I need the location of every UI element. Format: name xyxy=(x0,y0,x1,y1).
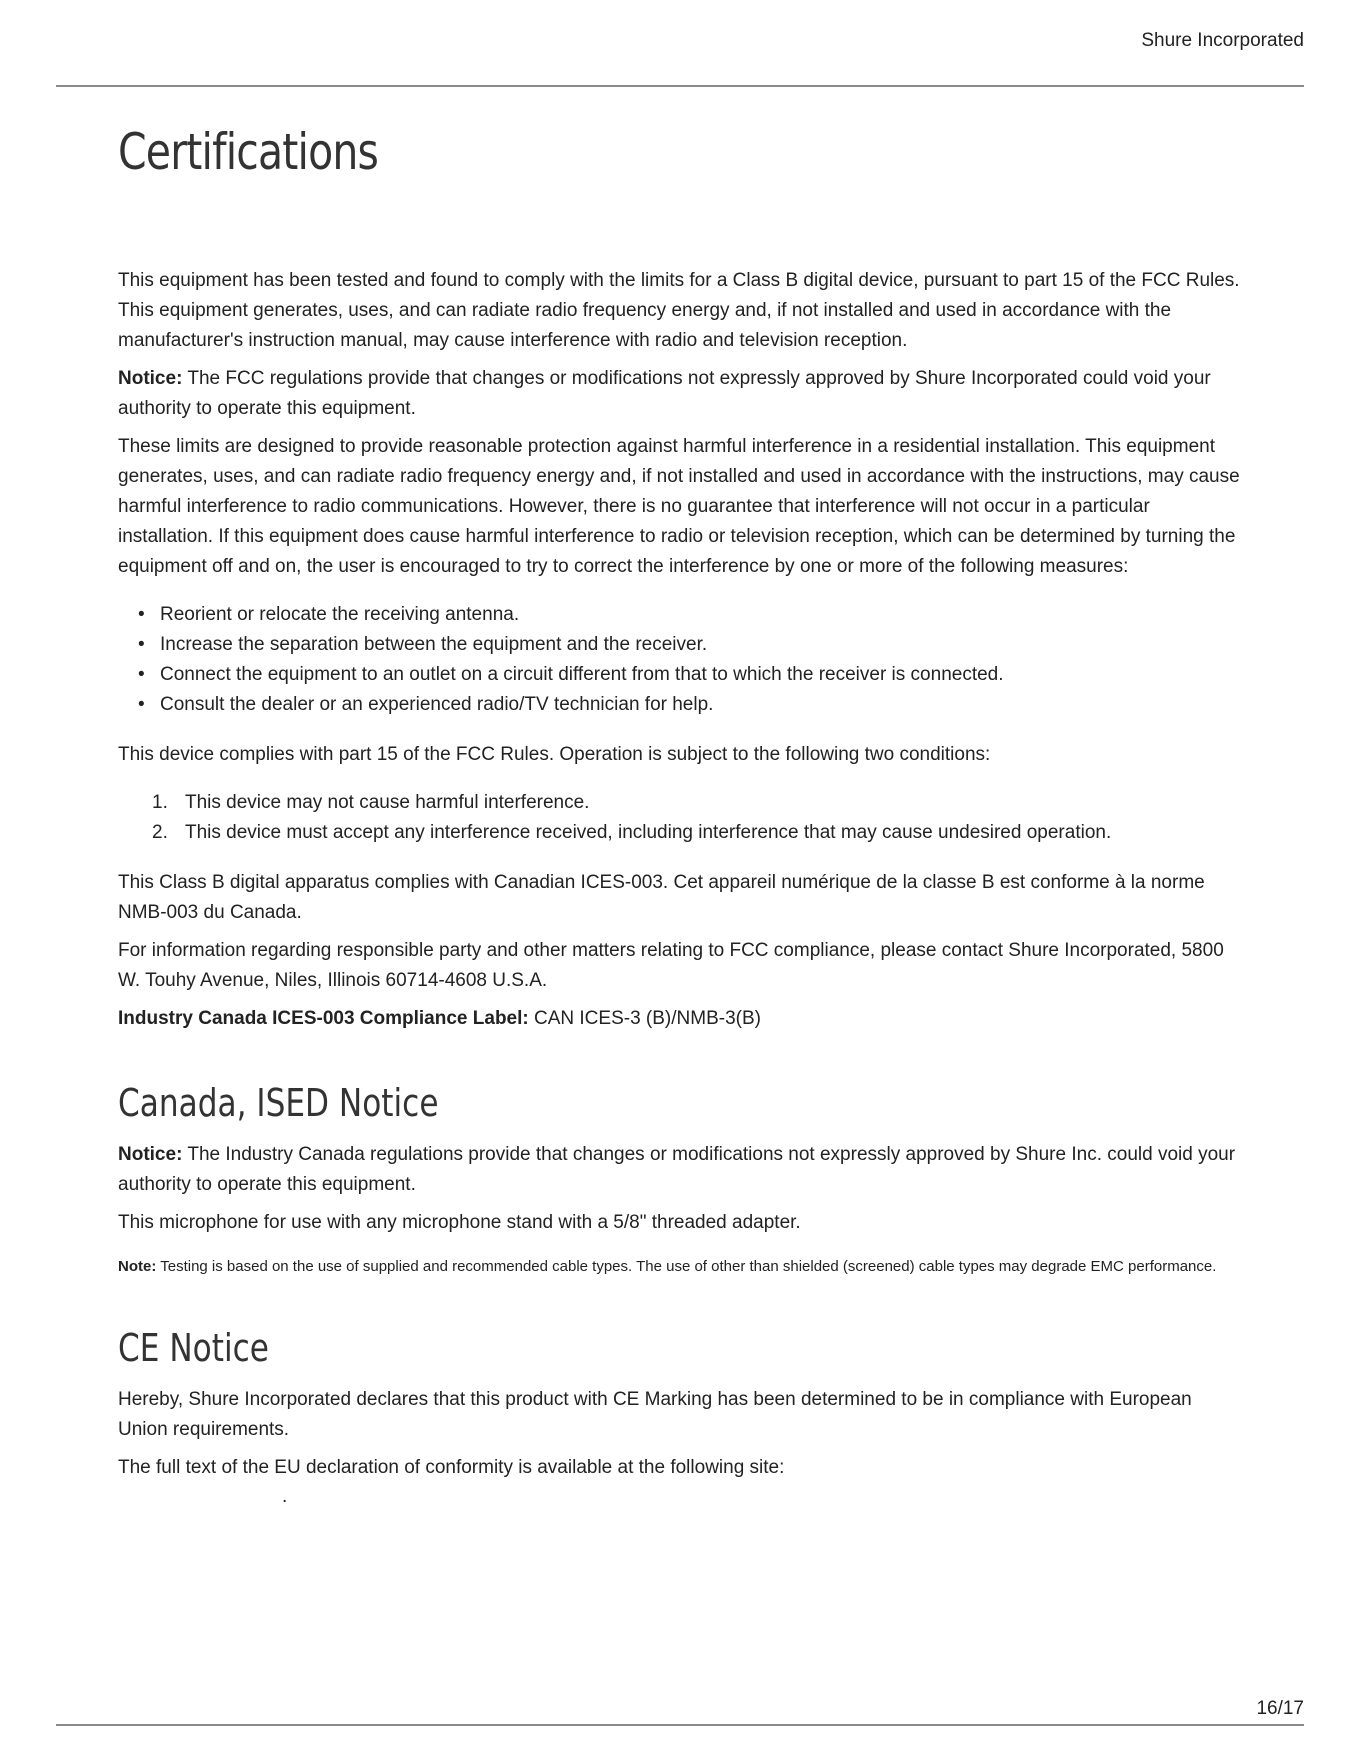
section-title-ce: CE Notice xyxy=(118,1326,269,1370)
footer-rule xyxy=(56,1724,1304,1726)
emc-note xyxy=(118,1254,1242,1279)
list-item xyxy=(118,788,1242,818)
note-label: Note: xyxy=(118,1258,157,1275)
compliance-label-value: CAN ICES-3 (B)/NMB-3(B) xyxy=(528,1008,761,1029)
header-company: Shure Incorporated xyxy=(1141,30,1304,51)
list-number: 1. xyxy=(152,792,168,813)
fcc-paragraph-3: These limits are designed to provide reasonable protection against harmful interference in a residential installation. This equipment generates, uses, and can radiate radio frequency energy and, if not installed and used in accordance with the instructions, may cause harmful interference to radio communications. However, there is no guarantee that interference will not occur in a particular installation. If this equipment does cause harmful interference to radio or television reception, which can be determined by turning the equipment off and on, the user is encouraged to try to correct the interference by one or more of the following measures: xyxy=(118,436,1240,577)
fcc-notice xyxy=(118,364,1242,424)
conditions-list xyxy=(118,788,1242,848)
canada-notice xyxy=(118,1140,1242,1200)
list-text: This device must accept any interference received, including interference that may cause undesired operation. xyxy=(185,822,1112,843)
ices-paragraph: This Class B digital apparatus complies with Canadian ICES-003. Cet appareil numérique de la classe B est conforme à la norme NMB-003 du Canada. xyxy=(118,872,1205,923)
fcc-paragraph-4: This device complies with part 15 of the FCC Rules. Operation is subject to the following two conditions: xyxy=(118,744,991,765)
list-item: • Connect the equipment to an outlet on a circuit different from that to which the receiver is connected. xyxy=(118,660,1242,690)
page-number: 16/17 xyxy=(1256,1698,1304,1719)
declaration-link-placeholder: . xyxy=(282,1486,288,1507)
notice-text: The Industry Canada regulations provide that changes or modifications not expressly approved by Shure Inc. could void your authority to operate this equipment. xyxy=(118,1144,1236,1195)
fcc-paragraph-1: This equipment has been tested and found to comply with the limits for a Class B digital device, pursuant to part 15 of the FCC Rules. This equipment generates, uses, and can radiate radio frequency energy and, if not installed and used in accordance with the manufacturer's instruction manual, may cause interference with radio and television reception. xyxy=(118,270,1240,351)
header-rule xyxy=(56,85,1304,87)
notice-text: The FCC regulations provide that changes or modifications not expressly approved by Shure Incorporated could void your authority to operate this equipment. xyxy=(118,368,1211,419)
page-title: Certifications xyxy=(118,123,379,181)
contact-paragraph: For information regarding responsible party and other matters relating to FCC compliance, please contact Shure Incorporated, 5800 W. Touhy Avenue, Niles, Illinois 60714-4608 U.S.A. xyxy=(118,940,1224,991)
list-text: This device may not cause harmful interference. xyxy=(185,792,590,813)
list-item: • Consult the dealer or an experienced radio/TV technician for help. xyxy=(118,690,1242,720)
list-item: • Reorient or relocate the receiving antenna. xyxy=(118,600,1242,630)
compliance-label-title: Industry Canada ICES-003 Compliance Label: xyxy=(118,1008,529,1029)
ce-paragraph-2: The full text of the EU declaration of conformity is available at the following site: xyxy=(118,1457,785,1478)
page-content xyxy=(118,118,1242,1507)
list-number: 2. xyxy=(152,822,168,843)
note-text: Testing is based on the use of supplied and recommended cable types. The use of other than shielded (screened) cable types may degrade EMC performance. xyxy=(156,1258,1217,1275)
measures-list xyxy=(118,600,1242,720)
list-item xyxy=(118,818,1242,848)
compliance-label xyxy=(118,1004,1242,1034)
section-title-canada: Canada, ISED Notice xyxy=(118,1081,439,1125)
ce-paragraph-1: Hereby, Shure Incorporated declares that this product with CE Marking has been determined to be in compliance with European Union requirements. xyxy=(118,1389,1192,1440)
list-item: • Increase the separation between the equipment and the receiver. xyxy=(118,630,1242,660)
notice-label: Notice: xyxy=(118,368,183,389)
notice-label: Notice: xyxy=(118,1144,183,1165)
microphone-stand-paragraph: This microphone for use with any microphone stand with a 5/8" threaded adapter. xyxy=(118,1212,801,1233)
